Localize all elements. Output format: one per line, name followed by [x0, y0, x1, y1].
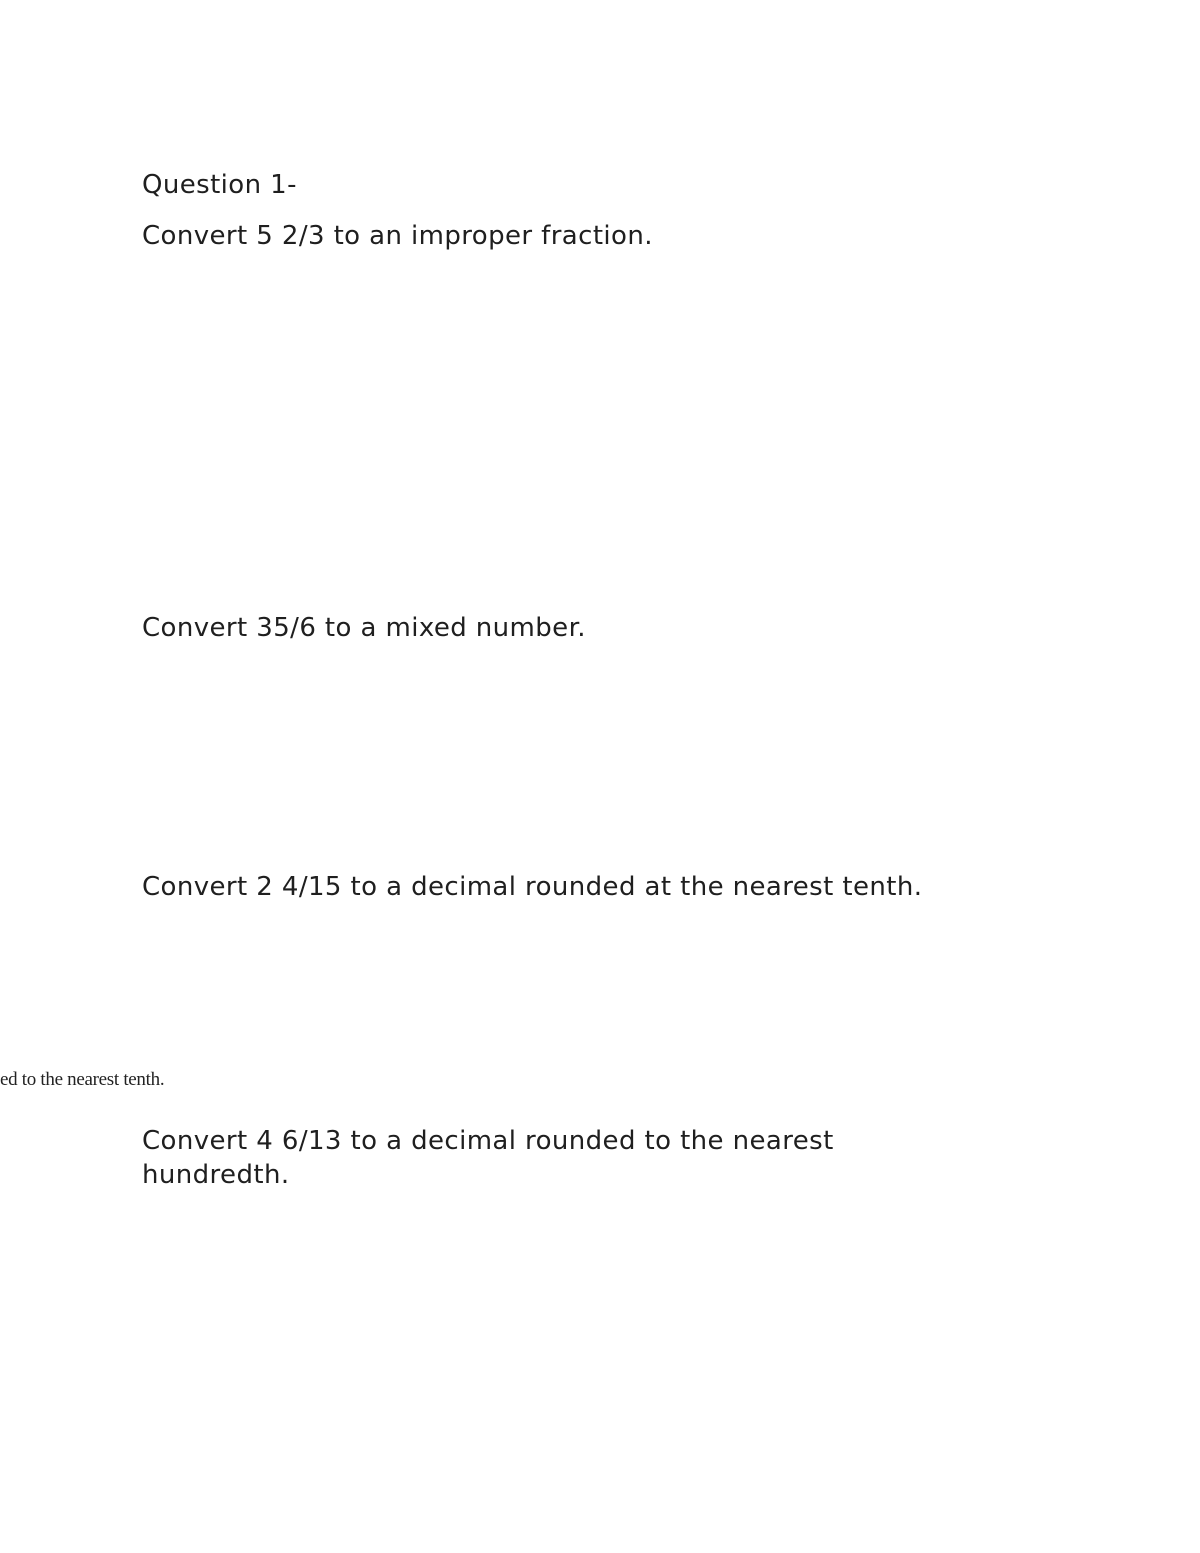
prompt-mixed-number: Convert 35/6 to a mixed number. — [142, 613, 586, 643]
prompt-improper-fraction: Convert 5 2/3 to an improper fraction. — [142, 221, 653, 251]
question-heading: Question 1- — [142, 170, 297, 200]
prompt-decimal-tenth: Convert 2 4/15 to a decimal rounded at the nearest tenth. — [142, 872, 923, 902]
prompt-decimal-hundredth: Convert 4 6/13 to a decimal rounded to the nearest hundredth. — [142, 1126, 834, 1190]
overflow-text-fragment: ed to the nearest tenth. — [0, 1069, 165, 1090]
